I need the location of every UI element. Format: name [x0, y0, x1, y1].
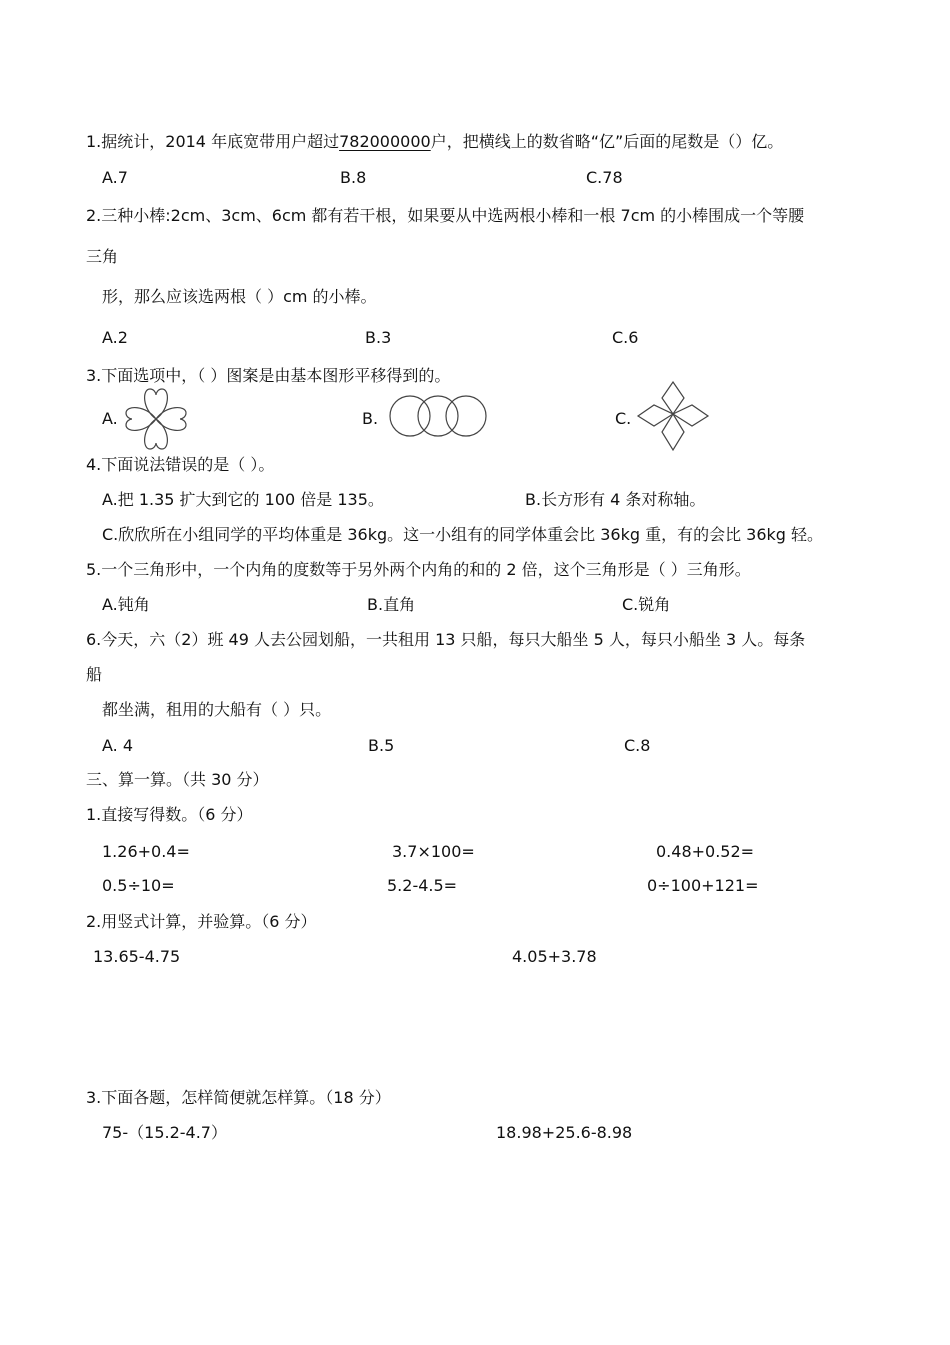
q2-stem-line1: 2.三种小棒:2cm、3cm、6cm 都有若干根，如果要从中选两根小棒和一根 7cm 的小棒围成一个等腰 — [86, 206, 805, 225]
vertical-calc-item: 4.05+3.78 — [512, 947, 597, 966]
q5-option-a: A.钝角 — [102, 595, 150, 614]
q3-option-a: A. — [102, 409, 118, 428]
q1-underlined-number: 782000000 — [339, 132, 431, 151]
section3-title: 三、算一算。（共 30 分） — [86, 770, 269, 789]
vertical-calc-item: 13.65-4.75 — [93, 947, 181, 966]
calc-item: 0.48+0.52= — [656, 842, 755, 861]
q1-stem-pre: 1.据统计，2014 年底宽带用户超过 — [86, 132, 340, 151]
part2-title: 2.用竖式计算，并验算。（6 分） — [86, 912, 317, 931]
q4-option-c: C.欣欣所在小组同学的平均体重是 36kg。这一小组有的同学体重会比 36kg 重，有的会比 36kg 轻。 — [102, 525, 824, 544]
q6-option-b: B.5 — [368, 736, 395, 755]
q1-stem — [86, 132, 783, 152]
q4-option-a: A.把 1.35 扩大到它的 100 倍是 135。 — [102, 490, 384, 509]
simplify-calc-item: 18.98+25.6-8.98 — [496, 1123, 633, 1142]
q1-option-b: B.8 — [340, 168, 367, 187]
q1-stem-post: 户，把横线上的数省略“亿”后面的尾数是（）亿。 — [430, 132, 784, 151]
simplify-calc-item: 75-（15.2-4.7） — [102, 1123, 227, 1142]
calc-item: 0.5÷10= — [102, 876, 175, 895]
q2-option-c: C.6 — [612, 328, 639, 347]
q6-option-c: C.8 — [624, 736, 651, 755]
q6-stem-line1: 6.今天，六（2）班 49 人去公园划船，一共租用 13 只船，每只大船坐 5 人，每只小船坐 3 人。每条 — [86, 630, 806, 649]
calc-item: 0÷100+121= — [647, 876, 759, 895]
q5-option-c: C.锐角 — [622, 595, 671, 614]
q6-stem-line2: 船 — [86, 665, 103, 684]
q5-stem: 5.一个三角形中，一个内角的度数等于另外两个内角的和的 2 倍，这个三角形是（ ）三角形。 — [86, 560, 751, 579]
q1-option-a: A.7 — [102, 168, 128, 187]
three-overlapping-circles-icon — [386, 393, 490, 439]
q3-option-c: C. — [615, 409, 632, 428]
q1-option-c: C.78 — [586, 168, 623, 187]
q4-option-b: B.长方形有 4 条对称轴。 — [525, 490, 706, 509]
calc-item: 1.26+0.4= — [102, 842, 190, 861]
q2-option-a: A.2 — [102, 328, 128, 347]
q2-stem-line3: 形，那么应该选两根（ ）cm 的小棒。 — [102, 287, 377, 306]
four-diamond-pinwheel-icon — [636, 380, 710, 452]
part3-title: 3.下面各题，怎样简便就怎样算。（18 分） — [86, 1088, 391, 1107]
q6-option-a: A. 4 — [102, 736, 134, 755]
q4-stem: 4.下面说法错误的是（ ）。 — [86, 455, 275, 474]
part1-title: 1.直接写得数。（6 分） — [86, 805, 253, 824]
four-heart-flower-icon — [120, 385, 192, 453]
calc-item: 5.2-4.5= — [387, 876, 458, 895]
q2-option-b: B.3 — [365, 328, 392, 347]
q3-option-b: B. — [362, 409, 379, 428]
q6-stem-line3: 都坐满，租用的大船有（ ）只。 — [102, 700, 332, 719]
q5-option-b: B.直角 — [367, 595, 416, 614]
calc-item: 3.7×100= — [392, 842, 475, 861]
q3-stem: 3.下面选项中，（ ）图案是由基本图形平移得到的。 — [86, 366, 451, 385]
q2-stem-line2: 三角 — [86, 247, 119, 266]
